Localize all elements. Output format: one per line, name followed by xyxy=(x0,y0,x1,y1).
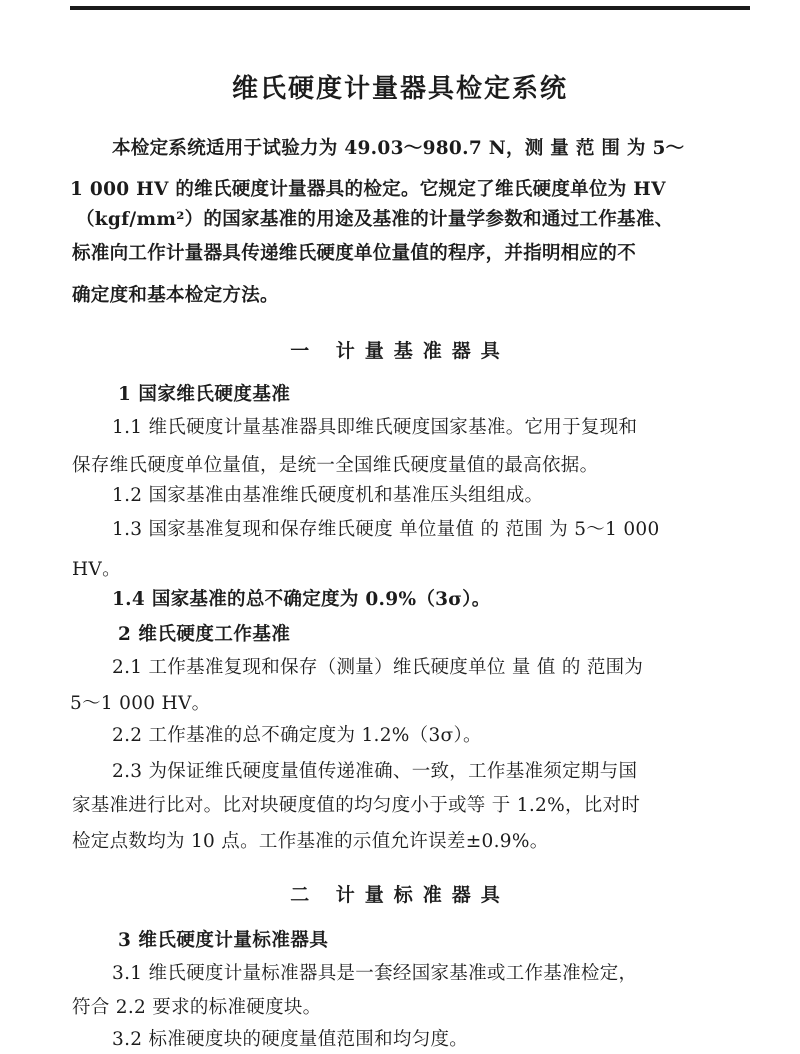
para-3-2: 3.2 标准硬度块的硬度量值范围和均匀度。 xyxy=(112,1029,469,1050)
intro-line-5: 确定度和基本检定方法。 xyxy=(72,285,279,306)
para-1-3-line-2: HV。 xyxy=(72,559,121,580)
subsection-3-heading: 3 维氏硬度计量标准器具 xyxy=(118,930,329,951)
para-2-2: 2.2 工作基准的总不确定度为 1.2%（3σ）。 xyxy=(112,725,482,746)
para-3-1-line-1: 3.1 维氏硬度计量标准器具是一套经国家基准或工作基准检定， xyxy=(112,963,638,984)
subsection-2-heading: 2 维氏硬度工作基准 xyxy=(118,624,291,645)
para-1-4: 1.4 国家基准的总不确定度为 0.9%（3σ）。 xyxy=(112,589,491,610)
para-2-1-line-2: 5～1 000 HV。 xyxy=(70,693,211,714)
para-2-3-line-1: 2.3 为保证维氏硬度量值传递准确、一致，工作基准须定期与国 xyxy=(112,761,638,782)
para-1-2: 1.2 国家基准由基准维氏硬度机和基准压头组组成。 xyxy=(112,485,544,506)
intro-line-1: 本检定系统适用于试验力为 49.03～980.7 N，测 量 范 围 为 5～ xyxy=(112,138,685,159)
subsection-1-heading: 1 国家维氏硬度基准 xyxy=(118,384,291,405)
para-1-1-line-2: 保存维氏硬度单位量值，是统一全国维氏硬度量值的最高依据。 xyxy=(72,455,599,476)
intro-line-4: 标准向工作计量器具传递维氏硬度单位量值的程序，并指明相应的不 xyxy=(72,243,637,264)
section-2-heading: 二 计量标准器具 xyxy=(290,884,510,906)
section-1-heading: 一 计量基准器具 xyxy=(290,340,510,362)
para-2-3-line-3: 检定点数均为 10 点。工作基准的示值允许误差±0.9%。 xyxy=(72,831,549,852)
intro-line-3: （kgf/mm²）的国家基准的用途及基准的计量学参数和通过工作基准、 xyxy=(76,209,674,230)
para-3-1-line-2: 符合 2.2 要求的标准硬度块。 xyxy=(72,997,322,1018)
para-1-1-line-1: 1.1 维氏硬度计量基准器具即维氏硬度国家基准。它用于复现和 xyxy=(112,417,638,438)
document-title: 维氏硬度计量器具检定系统 xyxy=(231,74,568,104)
para-2-3-line-2: 家基准进行比对。比对块硬度值的均匀度小于或等 于 1.2%，比对时 xyxy=(72,795,641,816)
para-2-1-line-1: 2.1 工作基准复现和保存（测量）维氏硬度单位 量 值 的 范围为 xyxy=(112,657,644,678)
intro-line-2: 1 000 HV 的维氏硬度计量器具的检定。它规定了维氏硬度单位为 HV xyxy=(70,179,666,200)
top-rule xyxy=(70,6,750,10)
para-1-3-line-1: 1.3 国家基准复现和保存维氏硬度 单位量值 的 范围 为 5～1 000 xyxy=(112,519,660,540)
